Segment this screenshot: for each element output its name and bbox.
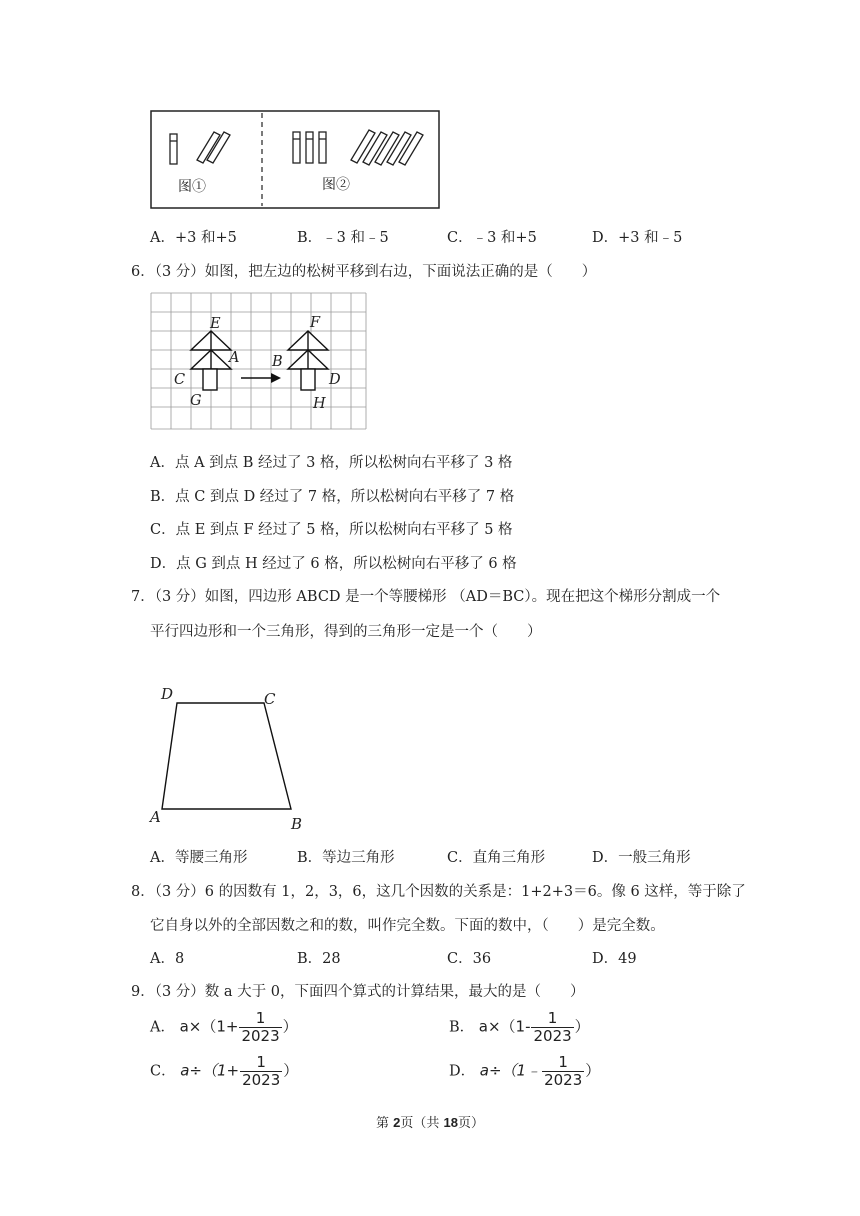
trapezoid-label-d: D (161, 685, 174, 703)
footer-post: 页） (457, 1116, 484, 1131)
point-label-a: A (229, 350, 240, 366)
fraction-denominator: 2023 (533, 1027, 572, 1045)
fraction-numerator: 1 (547, 1009, 558, 1027)
trapezoid-label-b: B (291, 815, 303, 833)
fraction (531, 1010, 573, 1045)
fraction (239, 1010, 281, 1045)
vertical-sticks (293, 132, 326, 163)
q9-option-b-label: B． (449, 1019, 475, 1036)
closing-paren: ） (282, 1017, 298, 1036)
left-pine-tree (191, 331, 231, 390)
footer-pre: 第 (376, 1116, 394, 1131)
q6-stem: 6．（3 分）如图，把左边的松树平移到右边，下面说法正确的是（ ） (131, 264, 597, 280)
fraction-numerator: 1 (256, 1053, 266, 1071)
q6-option-d[interactable]: D．点 G 到点 H 经过了 6 格，所以松树向右平移了 6 格 (150, 556, 517, 572)
q7-option-b[interactable]: B．等边三角形 (297, 850, 395, 866)
q9-option-d-expr: a÷（1﹣ (479, 1061, 542, 1080)
q6-option-b[interactable]: B．点 C 到点 D 经过了 7 格，所以松树向右平移了 7 格 (150, 489, 515, 505)
q7-option-d[interactable]: D．一般三角形 (592, 850, 691, 866)
q7-option-c[interactable]: C．直角三角形 (447, 850, 546, 866)
point-label-b: B (272, 354, 283, 370)
fraction (542, 1054, 584, 1089)
q5-option-d[interactable]: D．+3 和﹣5 (592, 230, 683, 246)
closing-paren: ） (585, 1061, 601, 1080)
isosceles-trapezoid-figure (150, 690, 310, 820)
q5-option-b[interactable]: B．﹣3 和﹣5 (297, 230, 389, 246)
point-label-e: E (210, 316, 221, 332)
q8-option-c[interactable]: C．36 (447, 951, 492, 967)
slanted-sticks (197, 132, 230, 163)
q8-option-a[interactable]: A．8 (150, 951, 185, 967)
q7-stem-line1: 7．（3 分）如图，四边形 ABCD 是一个等腰梯形 （AD＝BC）。现在把这个梯形分割成一个 (131, 589, 721, 605)
fraction-denominator: 2023 (242, 1071, 281, 1089)
fraction-numerator: 1 (558, 1053, 568, 1071)
q5-option-c[interactable]: C．﹣3 和+5 (447, 230, 537, 246)
footer-total-pages: 18 (443, 1115, 458, 1130)
fig2-label: 图② (322, 177, 350, 193)
q9-option-c[interactable] (150, 1054, 298, 1089)
point-label-d: D (329, 372, 341, 388)
point-label-h: H (313, 396, 326, 412)
closing-paren: ） (574, 1017, 590, 1036)
q9-option-a[interactable] (150, 1010, 298, 1045)
fraction (240, 1054, 282, 1089)
q9-option-c-expr: a÷（1+ (180, 1061, 240, 1080)
q7-stem-line2: 平行四边形和一个三角形，得到的三角形一定是一个（ ） (150, 624, 542, 640)
q7-option-a[interactable]: A．等腰三角形 (150, 850, 248, 866)
q9-option-a-label: A． (150, 1019, 175, 1036)
q8-option-b[interactable]: B．28 (297, 951, 341, 967)
q9-option-b[interactable] (449, 1010, 590, 1045)
right-pine-tree (288, 331, 328, 390)
q9-stem: 9．（3 分）数 a 大于 0，下面四个算式的计算结果，最大的是（ ） (131, 984, 585, 1000)
q9-option-d-label: D． (449, 1063, 476, 1080)
q8-option-d[interactable]: D．49 (592, 951, 637, 967)
fraction-numerator: 1 (255, 1009, 266, 1027)
page-footer (0, 1112, 860, 1131)
trapezoid-label-a: A (150, 808, 161, 826)
q5-option-a[interactable]: A．+3 和+5 (150, 230, 237, 246)
q8-stem-line1: 8．（3 分）6 的因数有 1，2，3，6，这几个因数的关系是：1+2+3＝6。像 6 这样，等于除了 (131, 884, 746, 900)
pine-tree-grid-figure (150, 292, 368, 432)
vertical-stick (170, 134, 177, 164)
fraction-denominator: 2023 (544, 1071, 583, 1089)
q6-option-a[interactable]: A．点 A 到点 B 经过了 3 格，所以松树向右平移了 3 格 (150, 455, 513, 471)
translation-arrow (241, 373, 281, 383)
q9-option-b-expr: a×（1- (478, 1017, 531, 1036)
q9-option-c-label: C． (150, 1063, 176, 1080)
point-label-c: C (174, 372, 186, 388)
point-label-g: G (190, 393, 202, 409)
footer-mid: 页（共 (400, 1116, 444, 1131)
q9-option-d[interactable] (449, 1054, 600, 1089)
fraction-denominator: 2023 (241, 1027, 280, 1045)
slanted-sticks-five (351, 130, 423, 165)
point-label-f: F (310, 315, 321, 331)
q6-option-c[interactable]: C．点 E 到点 F 经过了 5 格，所以松树向右平移了 5 格 (150, 522, 513, 538)
trapezoid-label-c: C (264, 690, 276, 708)
q9-option-a-expr: a×（1+ (179, 1017, 239, 1036)
closing-paren: ） (283, 1061, 299, 1080)
footer-page-number: 2 (393, 1115, 401, 1130)
fig1-label: 图① (178, 179, 206, 195)
q8-stem-line2: 它自身以外的全部因数之和的数，叫作完全数。下面的数中，（ ）是完全数。 (150, 918, 665, 934)
